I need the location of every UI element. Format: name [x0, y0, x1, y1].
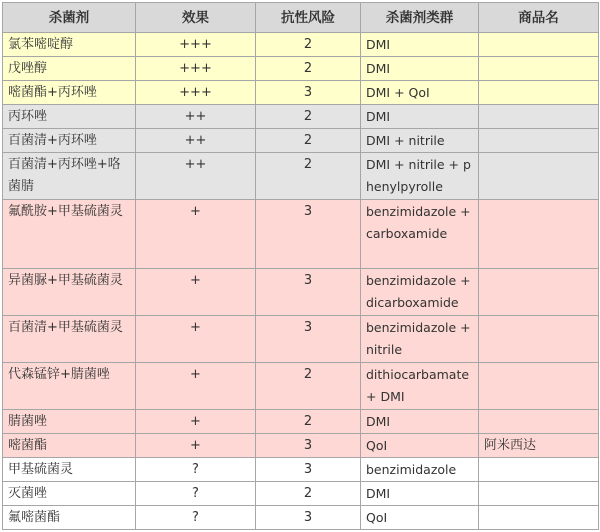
- cell-effect: ?: [136, 482, 256, 506]
- table-row: [3, 129, 599, 153]
- header-trade-name: 商品名: [479, 3, 599, 33]
- cell-risk: 3: [256, 316, 361, 363]
- table-row: [3, 434, 599, 458]
- cell-group: DMI: [361, 57, 479, 81]
- cell-fungicide: 氯苯嘧啶醇: [3, 33, 136, 57]
- cell-risk: 3: [256, 506, 361, 530]
- cell-group: DMI: [361, 410, 479, 434]
- table-row: [3, 269, 599, 316]
- cell-group: benzimidazole + nitrile: [361, 316, 479, 363]
- cell-fungicide: 嘧菌酯: [3, 434, 136, 458]
- cell-trade-name: [479, 57, 599, 81]
- cell-risk: 3: [256, 269, 361, 316]
- cell-group: DMI: [361, 482, 479, 506]
- header-fungicide: 杀菌剂: [3, 3, 136, 33]
- cell-fungicide: 异菌脲+甲基硫菌灵: [3, 269, 136, 316]
- cell-effect: +: [136, 410, 256, 434]
- cell-fungicide: 百菌清+丙环唑: [3, 129, 136, 153]
- cell-risk: 2: [256, 129, 361, 153]
- cell-trade-name: [479, 363, 599, 410]
- cell-risk: 3: [256, 81, 361, 105]
- cell-group: DMI: [361, 33, 479, 57]
- cell-effect: +++: [136, 33, 256, 57]
- header-row: [3, 3, 599, 33]
- cell-trade-name: [479, 81, 599, 105]
- cell-trade-name: [479, 153, 599, 200]
- cell-effect: +: [136, 269, 256, 316]
- cell-group: DMI + nitrile + phenylpyrolle: [361, 153, 479, 200]
- cell-group: benzimidazole + dicarboxamide: [361, 269, 479, 316]
- cell-trade-name: [479, 316, 599, 363]
- table-row: [3, 200, 599, 269]
- table-row: [3, 33, 599, 57]
- cell-fungicide: 甲基硫菌灵: [3, 458, 136, 482]
- cell-effect: ?: [136, 506, 256, 530]
- cell-effect: ++: [136, 153, 256, 200]
- cell-trade-name: [479, 506, 599, 530]
- cell-trade-name: 阿米西达: [479, 434, 599, 458]
- cell-risk: 2: [256, 363, 361, 410]
- cell-fungicide: 氟酰胺+甲基硫菌灵: [3, 200, 136, 269]
- cell-effect: +: [136, 363, 256, 410]
- cell-group: DMI + QoI: [361, 81, 479, 105]
- cell-group: DMI + nitrile: [361, 129, 479, 153]
- cell-trade-name: [479, 269, 599, 316]
- table-row: [3, 363, 599, 410]
- table-row: [3, 410, 599, 434]
- cell-fungicide: 嘧菌酯+丙环唑: [3, 81, 136, 105]
- table-body: [3, 33, 599, 530]
- cell-trade-name: [479, 458, 599, 482]
- cell-risk: 2: [256, 482, 361, 506]
- table-row: [3, 458, 599, 482]
- cell-risk: 2: [256, 105, 361, 129]
- table-row: [3, 506, 599, 530]
- cell-trade-name: [479, 105, 599, 129]
- cell-fungicide: 腈菌唑: [3, 410, 136, 434]
- fungicide-table: [2, 2, 599, 530]
- header-resistance-risk: 抗性风险: [256, 3, 361, 33]
- cell-group: QoI: [361, 506, 479, 530]
- cell-effect: +: [136, 316, 256, 363]
- cell-effect: ?: [136, 458, 256, 482]
- cell-fungicide: 灭菌唑: [3, 482, 136, 506]
- cell-effect: +: [136, 434, 256, 458]
- cell-group: dithiocarbamate + DMI: [361, 363, 479, 410]
- table-row: [3, 57, 599, 81]
- cell-fungicide: 丙环唑: [3, 105, 136, 129]
- table-row: [3, 482, 599, 506]
- cell-trade-name: [479, 410, 599, 434]
- cell-fungicide: 百菌清+甲基硫菌灵: [3, 316, 136, 363]
- cell-risk: 2: [256, 410, 361, 434]
- table-row: [3, 81, 599, 105]
- cell-group: benzimidazole + carboxamide: [361, 200, 479, 269]
- table-header: [3, 3, 599, 33]
- cell-trade-name: [479, 200, 599, 269]
- cell-group: benzimidazole: [361, 458, 479, 482]
- table-row: [3, 105, 599, 129]
- cell-fungicide: 百菌清+丙环唑+咯菌腈: [3, 153, 136, 200]
- cell-fungicide: 代森锰锌+腈菌唑: [3, 363, 136, 410]
- table-row: [3, 316, 599, 363]
- cell-risk: 3: [256, 434, 361, 458]
- cell-fungicide: 戊唑醇: [3, 57, 136, 81]
- cell-effect: ++: [136, 129, 256, 153]
- cell-effect: ++: [136, 105, 256, 129]
- header-effect: 效果: [136, 3, 256, 33]
- cell-risk: 2: [256, 153, 361, 200]
- header-fungicide-group: 杀菌剂类群: [361, 3, 479, 33]
- cell-effect: +++: [136, 81, 256, 105]
- table-row: [3, 153, 599, 200]
- cell-effect: +++: [136, 57, 256, 81]
- cell-effect: +: [136, 200, 256, 269]
- cell-risk: 3: [256, 458, 361, 482]
- cell-fungicide: 氟嘧菌酯: [3, 506, 136, 530]
- cell-risk: 3: [256, 200, 361, 269]
- cell-risk: 2: [256, 57, 361, 81]
- cell-group: QoI: [361, 434, 479, 458]
- cell-risk: 2: [256, 33, 361, 57]
- cell-trade-name: [479, 33, 599, 57]
- cell-trade-name: [479, 129, 599, 153]
- cell-group: DMI: [361, 105, 479, 129]
- cell-trade-name: [479, 482, 599, 506]
